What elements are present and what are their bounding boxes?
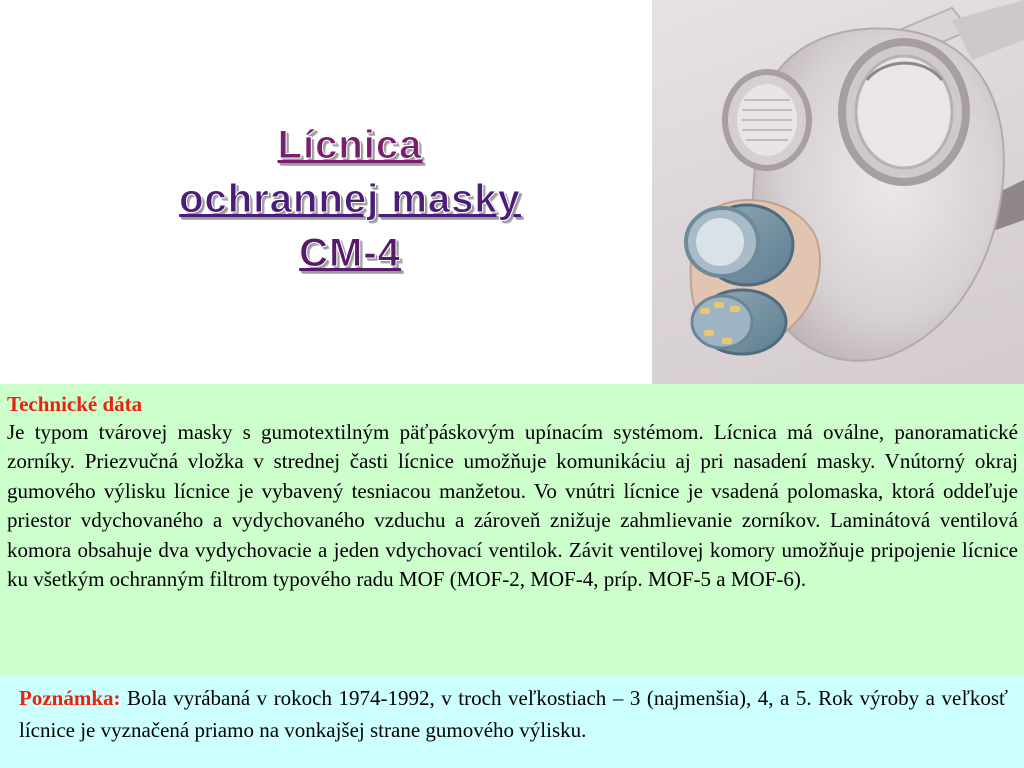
note-paragraph bbox=[19, 682, 1008, 746]
gas-mask-photo bbox=[652, 0, 1024, 392]
note-text: Bola vyrábaná v rokoch 1974-1992, v troch veľkostiach – 3 (najmenšia), 4, a 5. Rok výroby a veľkosť lícnice je vyznačená priamo na vonkajšej strane gumového výlisku. bbox=[19, 686, 1008, 742]
technical-data-text: Je typom tvárovej masky s gumotextilným päťpáskovým upínacím systémom. Lícnica má oválne, panoramatické zorníky. Priezvučná vložka v strednej časti lícnice umožňuje komunikáciu aj pri nasadení masky. Vnútorný okraj gumového výlisku lícnice je vybavený tesniacou manžetou. Vo vnútri lícnice je vsadená polomaska, ktorá oddeľuje priestor vdychovaného a vydychovaného vzduchu a zároveň znižuje zahmlievanie zorníkov. Laminátová ventilová komora obsahuje dva vydychovacie a jeden vdychovací ventilok. Závit ventilovej komory umožňuje pripojenie lícnice ku všetkým ochranným filtrom typového radu MOF (MOF-2, MOF-4, príp. MOF-5 a MOF-6). bbox=[7, 420, 1018, 592]
note-box bbox=[0, 676, 1024, 768]
title-line-2: ochrannej masky bbox=[179, 177, 521, 221]
technical-data-box bbox=[0, 384, 1024, 676]
title-line-1: Lícnica bbox=[277, 123, 423, 167]
title-line-3: CM-4 bbox=[299, 231, 401, 275]
slide-title bbox=[140, 118, 560, 280]
gas-mask-image bbox=[652, 0, 1024, 392]
note-label: Poznámka: bbox=[19, 686, 121, 710]
technical-data-heading: Technické dáta bbox=[7, 392, 143, 416]
